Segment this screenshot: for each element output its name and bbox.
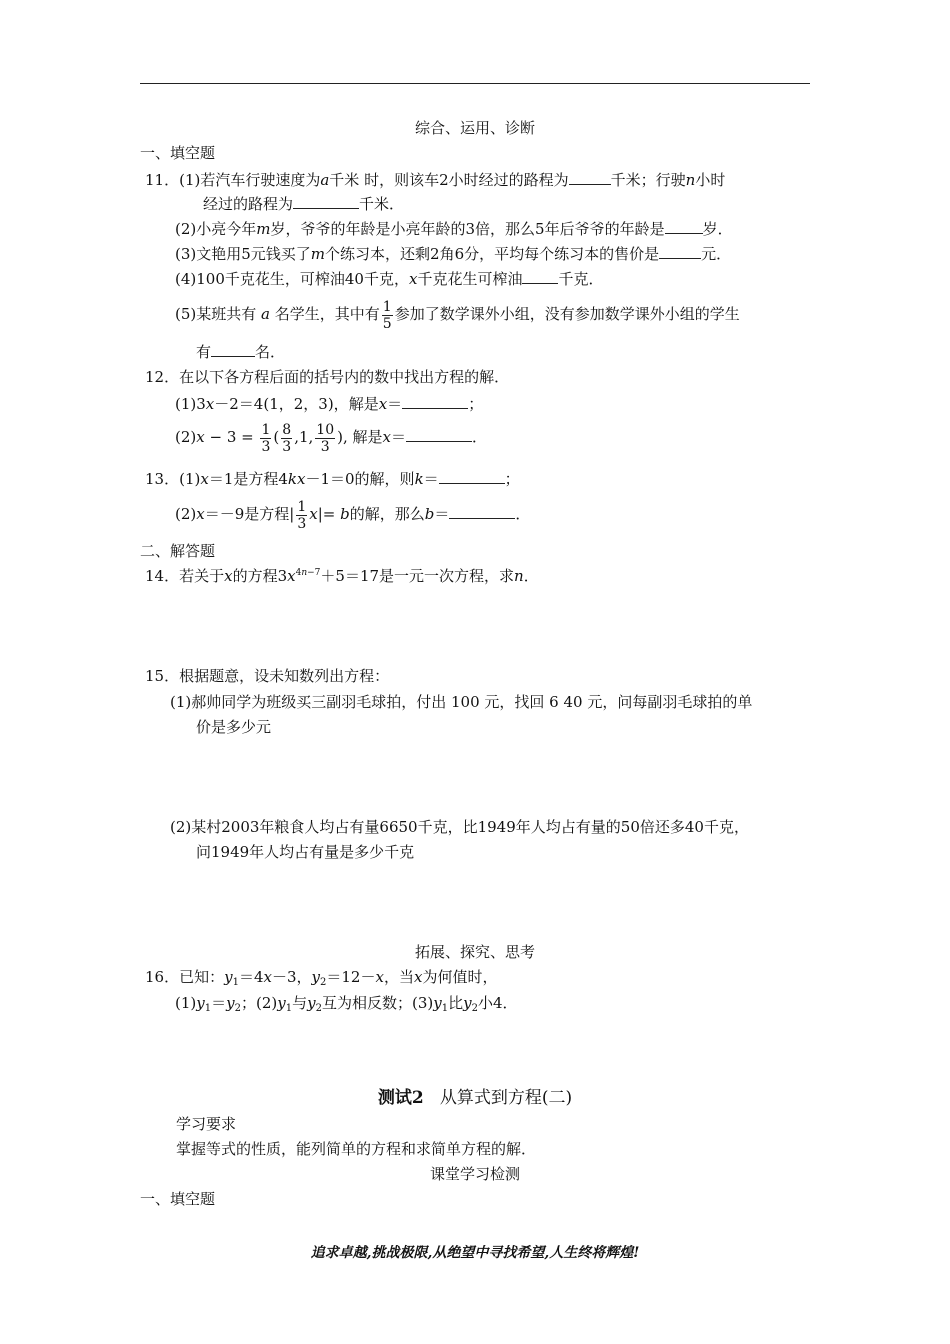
question-11-part-3: (3)文艳用5元钱买了m个练习本，还剩2角6分，平均每个练习本的售价是 元． — [175, 245, 732, 263]
fraction: $\frac{10}{3}$ — [316, 421, 335, 455]
answer-blank[interactable] — [522, 268, 558, 284]
class-check-heading: 课堂学习检测 — [429, 1165, 520, 1183]
question-11-part-5: (5)某班共有 a 名学生，其中有 $\frac{1}{5}$ 参加了数学课外小组，没有参加数学课外小组的学生 — [175, 298, 740, 332]
answer-blank[interactable] — [449, 503, 515, 519]
question-15-part-2: (2)某村2003年粮食人均占有量6650千克，比1949年人均占有量的50倍还多40千克， — [170, 818, 749, 836]
question-11-part-1: 11．(1)若汽车行驶速度为a千米 时，则该车2小时经过的路程为 千米；行驶n小时 — [145, 171, 726, 189]
question-11-part-1-cont: 经过的路程为 千米． — [203, 195, 405, 213]
question-15-part-2-cont: 问1949年人均占有量是多少千克 — [196, 843, 415, 861]
answer-blank[interactable] — [293, 193, 359, 209]
question-16: 16．已知：$y_1=4x-3$，$y_2=12-x$，当x为何值时， — [145, 968, 498, 988]
header-rule — [140, 83, 810, 84]
fill-heading-2: 一、填空题 — [140, 1190, 216, 1208]
question-12-stem: 12．在以下各方程后面的括号内的数中找出方程的解． — [145, 368, 510, 386]
fill-heading: 一、填空题 — [140, 144, 216, 162]
question-12-part-1: (1)3x－2＝4(1，2，3)，解是x＝ ； — [175, 395, 484, 413]
question-number: 14． — [145, 567, 180, 585]
question-16-parts: $(1)y_1=y_2$；$(2)y_1$与$y_2$互为相反数；$(3)y_1$比$y_2$小4． — [175, 994, 518, 1014]
answer-blank[interactable] — [211, 341, 255, 357]
question-number: 12． — [145, 368, 180, 386]
question-13-part-2: (2)x＝－9是方程| $\frac{1}{3}$ x|= b的解，那么b＝ ． — [175, 498, 531, 532]
fraction: $\frac{1}{5}$ — [382, 298, 392, 332]
question-number: 16． — [145, 968, 180, 986]
question-11-part-2: (2)小亮今年m岁，爷爷的年龄是小亮年龄的3倍，那么5年后爷爷的年龄是 岁． — [175, 220, 733, 238]
question-number: 11． — [145, 171, 180, 189]
answer-heading: 二、解答题 — [140, 542, 216, 560]
answer-blank[interactable] — [439, 468, 505, 484]
answer-blank[interactable] — [665, 218, 703, 234]
answer-blank[interactable] — [406, 426, 472, 442]
question-11-part-4: (4)100千克花生，可榨油40千克，x千克花生可榨油 千克． — [175, 270, 604, 288]
test-2-title: 测试2 从算式到方程(二) — [377, 1088, 573, 1108]
learning-requirements-text: 掌握等式的性质，能列简单的方程和求简单方程的解． — [176, 1140, 537, 1158]
question-15-part-1: (1)郝帅同学为班级买三副羽毛球拍，付出 100 元，找回 6 40 元，问每副羽毛球拍的单 — [170, 693, 753, 711]
question-14: 14．若关于x的方程$3x^{4n-7}+5=17$是一元一次方程，求n． — [145, 567, 539, 585]
fraction: $\frac{1}{3}$ — [261, 421, 271, 455]
answer-blank[interactable] — [569, 169, 611, 185]
question-15-stem: 15．根据题意，设未知数列出方程： — [145, 667, 390, 685]
question-12-part-2: (2)x − 3 = $\frac{1}{3}$ ( $\frac{8}{3}$ ,1, $\frac{10}{3}$ ), 解是x＝ ． — [175, 421, 487, 455]
answer-blank[interactable] — [402, 393, 468, 409]
section-title-extension: 拓展、探究、思考 — [414, 943, 535, 961]
question-15-part-1-cont: 价是多少元 — [196, 718, 272, 736]
question-11-part-5-cont: 有 名． — [196, 343, 286, 361]
fraction: $\frac{1}{3}$ — [297, 498, 307, 532]
fraction: $\frac{8}{3}$ — [282, 421, 292, 455]
question-number: 15． — [145, 667, 180, 685]
section-title-comprehensive: 综合、运用、诊断 — [414, 119, 535, 137]
question-number: 13． — [145, 470, 180, 488]
footer-motto: 追求卓越,挑战极限,从绝望中寻找希望,人生终将辉煌! — [310, 1245, 640, 1261]
question-13-part-1: 13．(1)x＝1是方程4kx－1＝0的解，则k＝ ； — [145, 470, 520, 488]
answer-blank[interactable] — [659, 243, 701, 259]
exponent: 4n−7 — [295, 568, 321, 578]
learning-requirements-label: 学习要求 — [176, 1115, 237, 1133]
